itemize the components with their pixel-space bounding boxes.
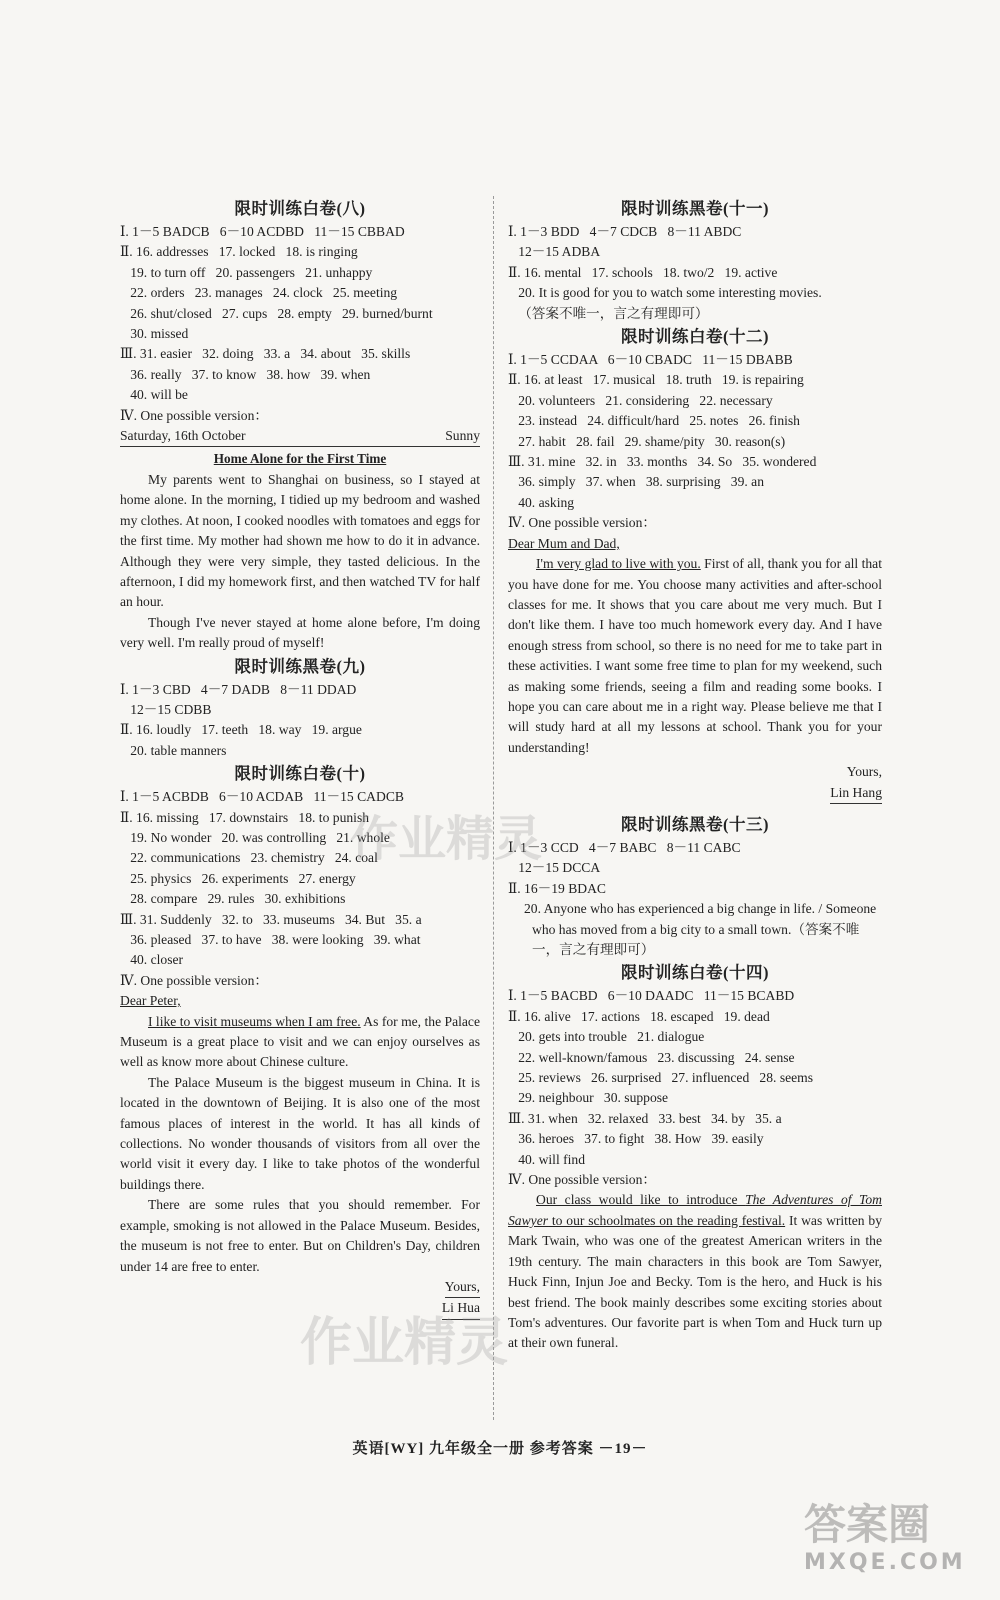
essay-title: Home Alone for the First Time: [213, 451, 387, 467]
answer-line: 19. to turn off 20. passengers 21. unhappy: [120, 264, 373, 280]
book-intro-paragraph: [508, 1190, 882, 1353]
essay-paragraphs: [120, 470, 480, 654]
answer-line: 36. pleased 37. to have 38. were looking 39. what: [120, 932, 421, 947]
answer-line: （答案不唯一，言之有理即可）: [508, 305, 709, 321]
section-title-14: 限时训练白卷(十四): [621, 963, 769, 983]
paragraph-text: It was written by Mark Twain, who was one of the greatest American writers in the 19th century. The main characters in this book are Tom Sawyer, Huck Finn, Injun Joe and Becky. Tom is the hero, and Huck is his best friend. The book mainly describes some exciting stories about Tom's adventures. Our favorite part is when Tom and Huck turn up at their own funeral.: [508, 1212, 882, 1351]
answer-line: 36. really 37. to know 38. how 39. when: [120, 366, 371, 382]
answer-lines: [508, 986, 882, 1190]
answer-line: 12－15 CDBB: [120, 701, 212, 717]
letter-closing: Yours,: [120, 1277, 480, 1298]
answer-line: Ⅲ. 31. when 32. relaxed 33. best 34. by 35. a: [508, 1110, 782, 1126]
left-column: [120, 196, 480, 1320]
answer-line: Ⅰ. 1－3 BDD 4－7 CDCB 8－11 ABDC: [508, 224, 742, 239]
paragraph: My parents went to Shanghai on business, so I stayed at home alone. In the morning, I tidied up my bedroom and washed my clothes. At noon, I cooked noodles with tomatoes and eggs for the first time. My mother had shown me how to do it in advance. Although they were very simple, they tasted delicious. In the afternoon, I did my homework first, and then watched TV for half an hour.: [120, 471, 480, 610]
answer-line: 40. asking: [508, 494, 575, 510]
answer-line: 12－15 ADBA: [508, 244, 601, 260]
answer-line: 22. well-known/famous 23. discussing 24. sense: [508, 1049, 795, 1065]
answer-line: 40. will find: [508, 1151, 586, 1167]
watermark-text: 作业精灵: [350, 811, 543, 867]
underlined-sentence: I like to visit museums when I am free.: [148, 1013, 361, 1029]
letter-paragraph: [120, 1012, 480, 1073]
answer-line: 20. It is good for you to watch some interesting movies.: [508, 285, 822, 301]
answer-line: 25. physics 26. experiments 27. energy: [120, 870, 356, 886]
answer-line: 12－15 DCCA: [508, 860, 601, 876]
paragraph-text: First of all, thank you for all that you have done for me. You choose many activities and after-school classes for me. It shows that you care about me very much. But I don't like them. I have too much homework every day. And I have enough stress from school, so there is no need for me to take part in these activities. I want some free time to plan for my weekend, such as making some friends, seeing a film and reading some books. I hope you can care about me in a right way. Please believe me that I will study hard at all my lessons at school. Thank you for your understanding!: [508, 556, 882, 755]
answer-line: Ⅱ. 16. at least 17. musical 18. truth 19. is repairing: [508, 372, 804, 388]
letter-signature: Li Hua: [120, 1298, 480, 1319]
letter-signature: Lin Hang: [508, 783, 882, 804]
answer-line: Ⅰ. 1－5 BACBD 6－10 DAADC 11－15 BCABD: [508, 988, 795, 1004]
site-logo: [776, 1492, 976, 1582]
answer-20: 20. Anyone who has experienced a big change in life. / Someone who has moved from a big city to a small town.（答案不唯一，言之有理即可）: [524, 901, 877, 957]
answer-line: Ⅰ. 1－5 ACBDB 6－10 ACDAB 11－15 CADCB: [120, 789, 404, 805]
answer-line: 30. missed: [120, 326, 189, 342]
answer-line: Ⅳ. One possible version：: [120, 407, 268, 423]
answer-line: 19. No wonder 20. was controlling 21. whole: [120, 829, 390, 845]
answer-line: 22. orders 23. manages 24. clock 25. meeting: [120, 285, 398, 301]
diary-dateline: [120, 426, 480, 447]
section-title-9: 限时训练黑卷(九): [234, 656, 366, 676]
answer-line: Ⅰ. 1－3 CCD 4－7 BABC 8－11 CABC: [508, 839, 741, 855]
section-title-11: 限时训练黑卷(十一): [621, 199, 769, 218]
page-footer: 英语[WY] 九年级全一册 参考答案 －19－: [352, 1441, 648, 1457]
answer-line: Ⅲ. 31. mine 32. in 33. months 34. So 35. wondered: [508, 454, 817, 470]
paragraph-text: As for me, the Palace Museum is a great place to visit and we can enjoy ourselves as well as know more about Chinese culture.: [120, 1013, 480, 1070]
answer-line: Ⅰ. 1－5 CCDAA 6－10 CBADC 11－15 DBABB: [508, 352, 793, 368]
answer-lines: [508, 350, 882, 534]
paragraph: Though I've never stayed at home alone before, I'm doing very well. I'm really proud of myself!: [120, 614, 480, 651]
answer-line: Ⅳ. One possible version：: [508, 1172, 656, 1188]
answer-line: Ⅰ. 1－3 CBD 4－7 DADB 8－11 DDAD: [120, 681, 357, 697]
answer-line: Ⅳ. One possible version：: [508, 515, 656, 531]
answer-line: Ⅱ. 16. missing 17. downstairs 18. to punish: [120, 809, 370, 825]
section-title-12: 限时训练白卷(十二): [621, 327, 769, 347]
answer-line: 36. heroes 37. to fight 38. How 39. easily: [508, 1131, 764, 1147]
diary-date: Saturday, 16th October: [120, 428, 246, 444]
letter-closing: Yours,: [846, 764, 882, 780]
paragraph: The Palace Museum is the biggest museum in China. It is located in the downtown of Beijing. It is also one of the most famous places of interest in the world. It has all kinds of collections. No wonder thousands of visitors from all over the world visit it every day. I like to take photos of the wonderful buildings there.: [120, 1074, 480, 1192]
answer-lines: [120, 787, 480, 991]
answer-line: Ⅱ. 16. addresses 17. locked 18. is ringing: [120, 244, 358, 260]
letter-greeting: Dear Peter,: [120, 993, 181, 1009]
paragraph: There are some rules that you should remember. For example, smoking is not allowed in the Palace Museum. Besides, the museum is not free to enter. But on Children's Day, children under 14 are free to enter.: [120, 1197, 480, 1274]
watermark-text: 作业精灵: [300, 1313, 509, 1373]
answer-line: 28. compare 29. rules 30. exhibitions: [120, 891, 346, 907]
answer-line: Ⅱ. 16. alive 17. actions 18. escaped 19. dead: [508, 1008, 770, 1024]
answer-lines: [508, 222, 882, 324]
answer-line: 27. habit 28. fail 29. shame/pity 30. reason(s): [508, 433, 786, 449]
answer-line: 20. volunteers 21. considering 22. necessary: [508, 392, 773, 408]
logo-url: MXQE.COM: [804, 1550, 966, 1575]
section-title-13: 限时训练黑卷(十三): [621, 814, 769, 834]
answer-line: Ⅱ. 16. mental 17. schools 18. two/2 19. active: [508, 264, 778, 280]
underlined-sentence: Our class would like to introduce The Adventures of Tom Sawyer to our schoolmates on the reading festival.: [508, 1192, 882, 1228]
answer-line: 22. communications 23. chemistry 24. coal: [120, 850, 378, 866]
answer-line: 23. instead 24. difficult/hard 25. notes 26. finish: [508, 413, 800, 429]
answer-line: 29. neighbour 30. suppose: [508, 1090, 669, 1106]
answer-line: 25. reviews 26. surprised 27. influenced 28. seems: [508, 1070, 814, 1086]
answer-line: 20. table manners: [120, 742, 227, 758]
answer-line: Ⅰ. 1－5 BADCB 6－10 ACDBD 11－15 CBBAD: [120, 224, 405, 239]
diary-weather: Sunny: [445, 428, 480, 444]
letter-paragraphs: [120, 1073, 480, 1277]
answer-line: 20. gets into trouble 21. dialogue: [508, 1029, 705, 1045]
answer-line: 40. closer: [120, 952, 184, 968]
letter-paragraph: [508, 554, 882, 758]
column-divider: [493, 196, 494, 1420]
answer-line: 26. shut/closed 27. cups 28. empty 29. burned/burnt: [120, 305, 433, 321]
answer-line: Ⅱ. 16－19 BDAC: [508, 880, 606, 896]
book-title: The Adventures of Tom Sawyer: [508, 1192, 882, 1228]
answer-line: Ⅱ. 16. loudly 17. teeth 18. way 19. argue: [120, 722, 362, 738]
logo-text: 答案圈: [804, 1500, 931, 1549]
answer-line: Ⅲ. 31. easier 32. doing 33. a 34. about 35. skills: [120, 346, 411, 362]
section-title-10: 限时训练白卷(十): [234, 764, 366, 784]
section-title-8: 限时训练白卷(八): [234, 199, 366, 218]
answer-lines: [120, 222, 480, 426]
answer-line: Ⅳ. One possible version：: [120, 972, 268, 988]
underlined-sentence: I'm very glad to live with you.: [536, 556, 701, 572]
letter-greeting: Dear Mum and Dad,: [508, 535, 620, 551]
answer-lines: [120, 680, 480, 762]
answer-lines: [508, 838, 882, 899]
right-column: [508, 196, 882, 1354]
answer-line: Ⅲ. 31. Suddenly 32. to 33. museums 34. But 35. a: [120, 911, 422, 927]
answer-line: 40. will be: [120, 387, 188, 403]
answer-line: 36. simply 37. when 38. surprising 39. an: [508, 474, 765, 490]
